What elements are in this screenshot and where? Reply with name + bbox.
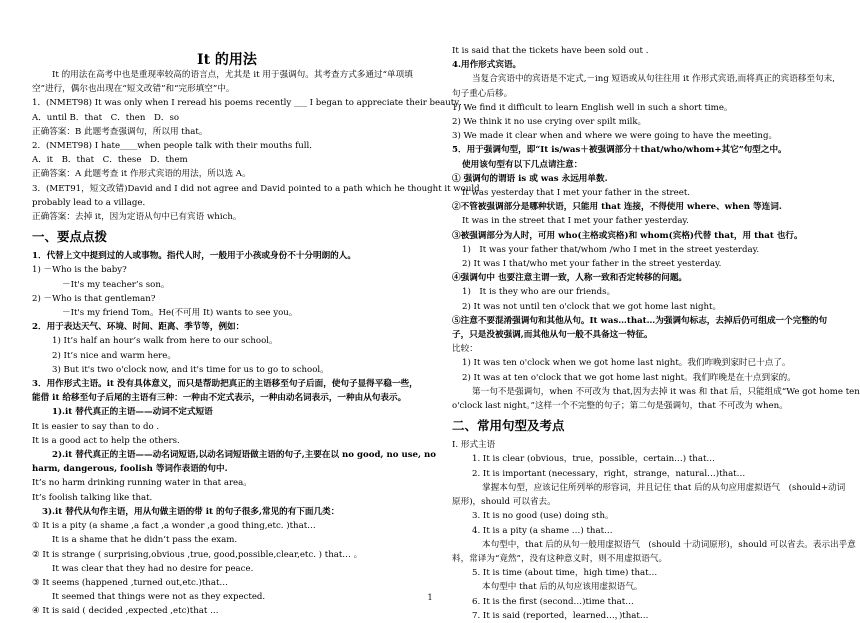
point-heading: 能借 it 给移至句子后尾的主语有三种：一种由不定式表示，一种由动名词表示，一种由从句表示。: [32, 393, 407, 404]
rule-heading: ②不管被强调部分是哪种状语，只能用 that 连接，不得使用 where、when 等连词.: [452, 202, 782, 213]
text-line: I. 形式主语: [452, 440, 496, 451]
point-heading: 3．用作形式主语。it 没有具体意义，而只是帮助把真正的主语移至句子后面，使句子显得平稳一些，: [32, 379, 418, 390]
point-line: －It's my teacher’s son。: [62, 279, 170, 290]
point-line: 2) It’s nice and warm here。: [52, 350, 176, 361]
subpoint-heading: harm, dangerous, foolish 等词作表语的句中.: [32, 464, 228, 475]
pattern-line: 6. It is the first (second…)time that…: [472, 596, 634, 607]
pattern-line: 5. It is time (about time，high time) that…: [472, 568, 658, 579]
section-heading: 二、常用句型及考点: [452, 418, 565, 434]
pattern-line: 3. It is no good (use) doing sth。: [472, 511, 614, 522]
intro-line: 空”进行，偶尔也出现在“短文改错”和“完形填空”中。: [32, 84, 235, 95]
example-line: 2．(NMET98) I hate____when people talk with their mouths full．: [32, 141, 318, 152]
point-line: It was clear that they had no desire for peace.: [52, 563, 254, 574]
text-line: 第一句不是强调句，when 不可改为 that,因为去掉 it was 和 that 后，只能组成“We got home ten: [472, 386, 860, 397]
point-line: ② It is strange ( surprising,obvious ,true, good,possible,clear,etc. ) that… 。: [32, 549, 363, 560]
point-line: －It's my friend Tom。He(不可用 It) wants to see you。: [62, 308, 298, 319]
subpoint-heading: 1).it 替代真正的主语——动词不定式短语: [52, 407, 213, 418]
text-line: 1) We find it difficult to learn English well in such a short time。: [452, 102, 733, 113]
pattern-line: 2. It is important (necessary，right，strange，natural…)that…: [472, 468, 746, 479]
point-note: 使用该句型有以下几点请注意：: [462, 159, 583, 170]
point-line: ④ It is said ( decided ,expected ,etc)that …: [32, 606, 219, 617]
section-heading: 一、要点点拨: [32, 229, 108, 245]
example-line: 1．(NMET98) It was only when I reread his poems recently ___ I began to appreciate their beauty．: [32, 98, 468, 109]
point-line: ③ It seems (happened ,turned out,etc.)that…: [32, 577, 229, 588]
text-line: 3) We made it clear when and where we were going to have the meeting。: [452, 131, 778, 142]
point-line: It seemed that things were not as they expected.: [52, 592, 266, 603]
page-title: It 的用法: [197, 52, 257, 68]
rule-heading: 子，只是没被强调,而其他从句一般不具备这一特征。: [452, 330, 653, 341]
example-line: 3．(MET91，短文改错)David and I did not agree and David pointed to a path which he thought it would: [32, 183, 480, 194]
point-line: ① It is a pity (a shame ,a fact ,a wonder ,a good thing,etc. )that…: [32, 521, 316, 532]
rule-heading: ① 强调句的谓语 is 或 was 永远用单数.: [452, 173, 608, 184]
text-line: 当复合宾语中的宾语是不定式,－ing 短语或从句往往用 it 作形式宾语,而将真正的宾语移至句末,: [472, 74, 835, 85]
point-line: 2) －Who is that gentleman?: [32, 293, 156, 304]
point-line: It is a good act to help the others.: [32, 435, 180, 446]
text-line: It is said that the tickets have been sold out .: [452, 46, 649, 56]
point-line: It is a shame that he didn’t pass the exam.: [52, 535, 238, 546]
text-line: 1) It was ten o'clock when we got home last night。我们昨晚到家时已十点了。: [462, 358, 791, 369]
subpoint-heading: 3).it 替代从句作主语，用从句做主语的带 it 的句子很多,常见的有下面几类：: [42, 506, 340, 517]
text-line: 料，常译为“竟然”，没有这种意义时，则不用虚拟语气。: [452, 553, 668, 564]
rule-heading: ④强调句中 也要注意主谓一致，人称一致和否定转移的问题。: [452, 273, 688, 284]
point-heading: 2．用于表达天气、环境、时间、距离、季节等，例如：: [32, 322, 245, 333]
point-line: It is easier to say than to do .: [32, 421, 160, 432]
text-line: It was in the street that I met your father yesterday.: [462, 216, 689, 227]
text-line: 本句型中 that 后的从句应该用虚拟语气。: [482, 582, 643, 593]
right-column: [452, 44, 860, 623]
text-line: 本句型中，that 后的从句一般用虚拟语气 (should 十动词原形)，should 可以省去。表示出乎意: [482, 539, 856, 550]
example-line: A．until B．that C．then D．so: [32, 112, 180, 123]
intro-line: It 的用法在高考中也是重现率较高的语言点，尤其是 it 用于强调句。其考查方式多通过“单项填: [52, 70, 413, 80]
point-line: 1) It’s half an hour’s walk from here to our school。: [52, 336, 278, 347]
text-line: 2) It was not until ten o'clock that we got home last night。: [462, 301, 722, 312]
rule-heading: ⑤注意不要混淆强调句和其他从句。It was…that…为强调句标志，去掉后仍可组成一个完整的句: [452, 315, 828, 326]
text-line: o'clock last night。”这样一个不完整的句子；第二句是强调句，that 不可改为 when。: [452, 401, 788, 412]
pattern-line: 7. It is said (reported，learned…，)that…: [472, 610, 649, 621]
pattern-line: 1. It is clear (obvious，true，possible，certain…) that…: [472, 454, 716, 465]
example-line: A．it B．that C．these D．them: [32, 155, 188, 166]
example-line: 正确答案：去掉 it，因为定语从句中已有宾语 which。: [32, 212, 242, 223]
text-line: 1) It is they who are our friends。: [462, 287, 616, 298]
text-line: 原形)，should 可以省去。: [452, 497, 556, 508]
point-line: It’s foolish talking like that.: [32, 492, 153, 503]
text-line: 比较：: [452, 344, 478, 355]
rule-heading: ③被强调部分为人时，可用 who(主格或宾格)和 whom(宾格)代替 that，用 that 也行。: [452, 230, 803, 241]
text-line: 2) It was at ten o'clock that we got home last night。我们昨晚是在十点到家的。: [462, 372, 796, 383]
example-line: 正确答案：B 此题考查强调句，所以用 that。: [32, 126, 208, 137]
point-line: 1) －Who is the baby?: [32, 265, 127, 276]
text-line: 句子重心后移。: [452, 88, 513, 99]
subpoint-heading: 2).it 替代真正的主语——动名词短语,以动名词短语做主语的句子,主要在以 no good, no use, no: [52, 450, 436, 461]
text-line: 1) It was your father that/whom /who I met in the street yesterday.: [462, 244, 760, 255]
example-line: probably lead to a village．: [32, 197, 152, 208]
pattern-line: 4. It is a pity (a shame …) that…: [472, 525, 613, 536]
text-line: 掌握本句型，应该记住所列举的形容词，并且记住 that 后的从句应用虚拟语气 (should+动词: [482, 482, 846, 493]
text-line: 2) We think it no use crying over spilt milk。: [452, 117, 647, 128]
point-heading: 1．代替上文中提到过的人或事物。指代人时，一般用于小孩或身份不十分明朗的人。: [32, 251, 356, 262]
page-number: 1: [427, 593, 433, 602]
point-heading: 4.用作形式宾语。: [452, 60, 522, 71]
text-line: It was yesterday that I met your father in the street.: [462, 188, 691, 199]
text-line: 2) It was I that/who met your father in the street yesterday.: [462, 259, 722, 270]
example-line: 正确答案：A 此题考查 it 作形式宾语的用法，所以选 A。: [32, 169, 251, 180]
point-line: It’s no harm drinking running water in that area。: [32, 478, 252, 489]
point-line: 3) But it's two o'clock now, and it's time for us to go to school。: [52, 364, 329, 375]
point-heading: 5．用于强调句型，即“It is/was＋被强调部分＋that/who/whom+其它”句型之中。: [452, 145, 787, 156]
